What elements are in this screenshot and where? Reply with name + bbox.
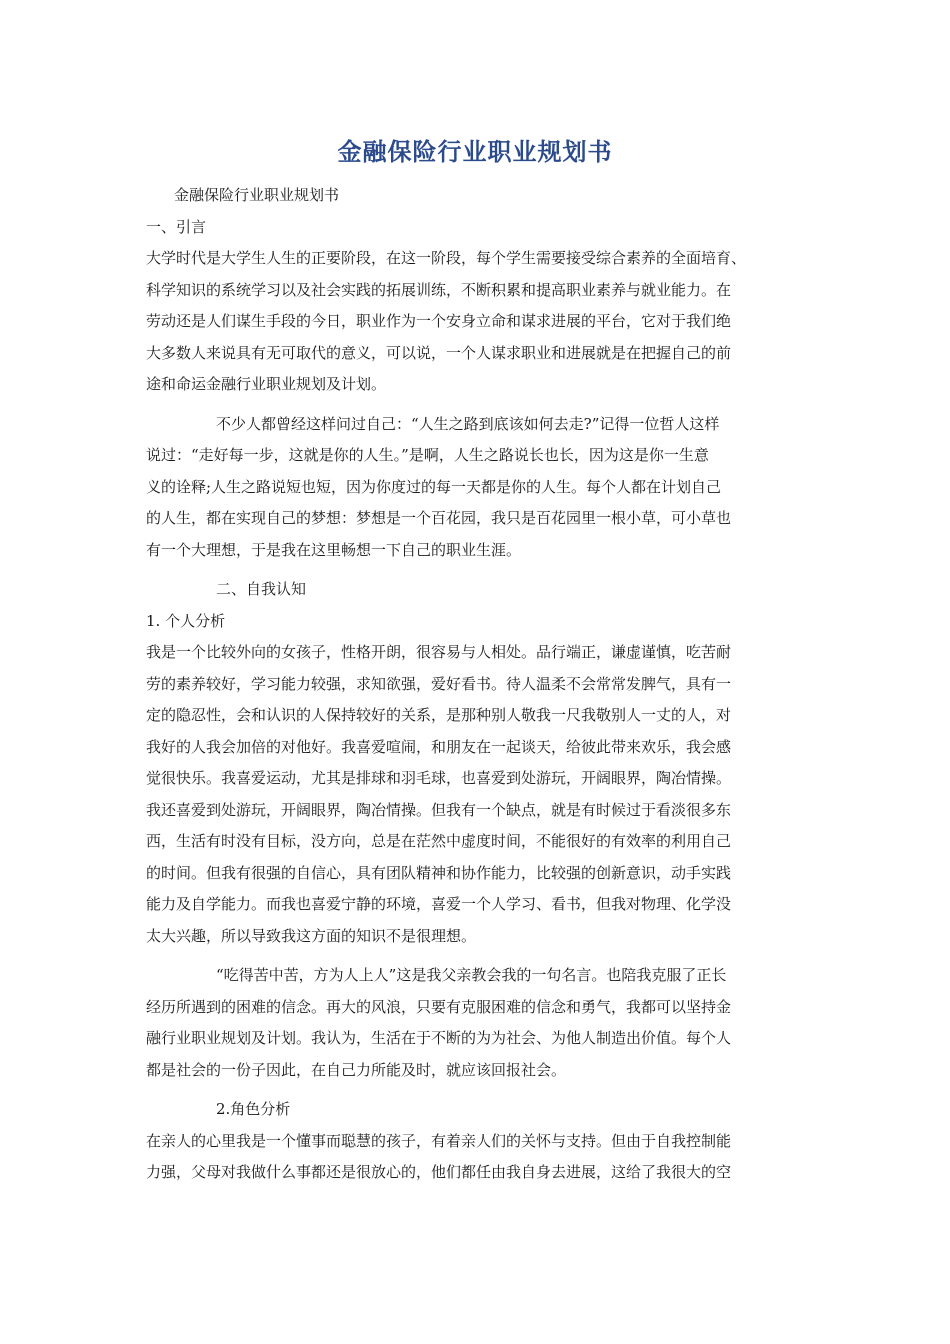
subsection-heading-role-analysis: 2.角色分析	[216, 1100, 291, 1118]
paragraph-line: 大多数人来说具有无可取代的意义，可以说，一个人谋求职业和进展就是在把握自己的前	[146, 343, 732, 362]
paragraph-line: 我好的人我会加倍的对他好。我喜爱喧闹，和朋友在一起谈天，给彼此带来欢乐，我会感	[146, 737, 732, 756]
paragraph-line: “吃得苦中苦，方为人上人”这是我父亲教会我的一句名言。也陪我克服了正长	[216, 966, 727, 984]
paragraph-line: 劳的素养较好，学习能力较强，求知欲强，爱好看书。待人温柔不会常常发脾气，具有一	[146, 674, 732, 693]
paragraph-line: 定的隐忍性，会和认识的人保持较好的关系，是那种别人敬我一尺我敬别人一丈的人，对	[146, 706, 732, 724]
document-subtitle: 金融保险行业职业规划书	[174, 186, 340, 204]
subsection-heading-personal-analysis: 1. 个人分析	[146, 611, 226, 630]
paragraph-role-analysis	[146, 1126, 806, 1189]
paragraph-line: 能力及自学能力。而我也喜爱宁静的环境，喜爱一个人学习、看书，但我对物理、化学没	[146, 895, 732, 913]
document-body	[146, 180, 806, 1189]
paragraph-line: 太大兴趣，所以导致我这方面的知识不是很理想。	[146, 926, 477, 945]
paragraph-line: 途和命运金融行业职业规划及计划。	[146, 375, 387, 393]
document-title: 金融保险行业职业规划书	[337, 138, 613, 166]
paragraph-line: 都是社会的一份子因此，在自己力所能及时，就应该回报社会。	[146, 1060, 567, 1079]
paragraph-line: 科学知识的系统学习以及社会实践的拓展训练，不断积累和提高职业素养与就业能力。在	[146, 280, 732, 299]
paragraph-line: 西，生活有时没有目标，没方向，总是在茫然中虚度时间，不能很好的有效率的利用自己	[146, 832, 732, 850]
paragraph-line: 觉很快乐。我喜爱运动，尤其是排球和羽毛球，也喜爱到处游玩，开阔眼界，陶冶情操。	[146, 769, 732, 787]
paragraph-line: 大学时代是大学生人生的正要阶段，在这一阶段，每个学生需要接受综合素养的全面培育、	[146, 249, 747, 267]
section-heading-intro: 一、引言	[146, 217, 207, 236]
paragraph-line: 在亲人的心里我是一个懂事而聪慧的孩子，有着亲人们的关怀与支持。但由于自我控制能	[146, 1131, 732, 1150]
paragraph-intro	[146, 243, 806, 401]
paragraph-line: 融行业职业规划及计划。我认为，生活在于不断的为为社会、为他人制造出价值。每个人	[146, 1029, 732, 1047]
paragraph-line: 不少人都曾经这样问过自己：“人生之路到底该如何去走?”记得一位哲人这样	[216, 414, 720, 433]
paragraph-line: 劳动还是人们谋生手段的今日，职业作为一个安身立命和谋求进展的平台，它对于我们绝	[146, 312, 732, 330]
paragraph-line: 力强，父母对我做什么事都还是很放心的，他们都任由我自身去进展，这给了我很大的空	[146, 1163, 732, 1181]
paragraph-line: 义的诠释;人生之路说短也短，因为你度过的每一天都是你的人生。每个人都在计划自己	[146, 477, 722, 496]
paragraph-line: 有一个大理想，于是我在这里畅想一下自己的职业生涯。	[146, 540, 522, 559]
paragraph-line: 我是一个比较外向的女孩子，性格开朗，很容易与人相处。品行端正，谦虚谨慎，吃苦耐	[146, 643, 732, 661]
paragraph-personal-analysis	[146, 637, 806, 952]
paragraph-line: 的时间。但我有很强的自信心，具有团队精神和协作能力，比较强的创新意识，动手实践	[146, 863, 732, 882]
section-heading-self-awareness: 二、自我认知	[216, 580, 307, 598]
paragraph-life-path	[146, 409, 806, 567]
paragraph-line: 经历所遇到的困难的信念。再大的风浪，只要有克服困难的信念和勇气，我都可以坚持金	[146, 997, 732, 1016]
paragraph-line: 说过：“走好每一步，这就是你的人生。”是啊，人生之路说长也长，因为这是你一生意	[146, 446, 709, 464]
paragraph-motto	[146, 960, 806, 1086]
paragraph-line: 我还喜爱到处游玩，开阔眼界，陶冶情操。但我有一个缺点，就是有时候过于看淡很多东	[146, 800, 732, 819]
paragraph-line: 的人生，都在实现自己的梦想：梦想是一个百花园，我只是百花园里一根小草，可小草也	[146, 509, 732, 527]
